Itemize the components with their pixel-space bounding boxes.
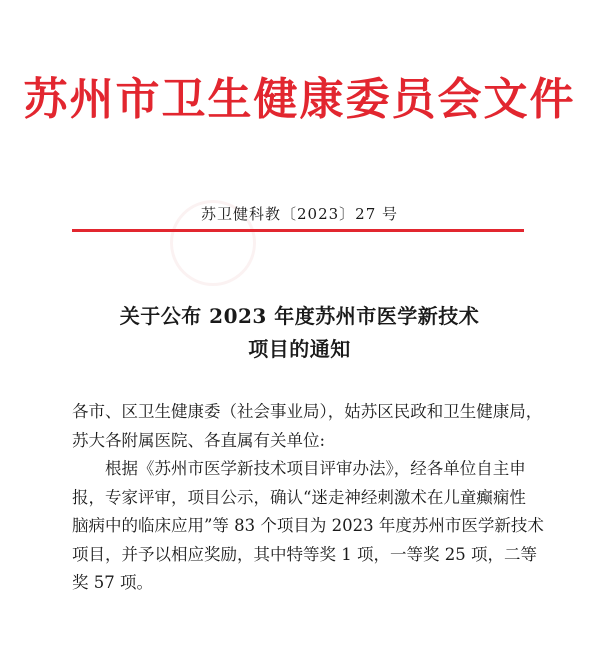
recipients-line-1: 各市、区卫生健康委（社会事业局），姑苏区民政和卫生健康局， (72, 402, 543, 421)
document-title-line-2: 项目的通知 (248, 337, 351, 361)
body-line: 脑病中的临床应用”等 83 个项目为 2023 年度苏州市医学新技术 (72, 516, 544, 535)
red-divider-line (72, 229, 524, 232)
body-line: 根据《苏州市医学新技术项目评审办法》，经各单位自主申 (105, 459, 526, 478)
document-title-line-1: 关于公布 2023 年度苏州市医学新技术 (119, 304, 480, 328)
document-number: 苏卫健科教〔2023〕27 号 (200, 205, 399, 223)
document-body (72, 398, 544, 598)
body-line: 报，专家评审，项目公示，确认“迷走神经刺激术在儿童癫痫性 (72, 487, 526, 507)
org-header-title: 苏州市卫生健康委员会文件 (23, 74, 576, 125)
body-line: 项目，并予以相应奖励，其中特等奖 1 项，一等奖 25 项，二等 (72, 544, 537, 564)
recipients-line-2: 苏大各附属医院、各直属有关单位: (72, 430, 326, 450)
document-title (0, 300, 599, 366)
body-line: 奖 57 项。 (72, 573, 153, 592)
